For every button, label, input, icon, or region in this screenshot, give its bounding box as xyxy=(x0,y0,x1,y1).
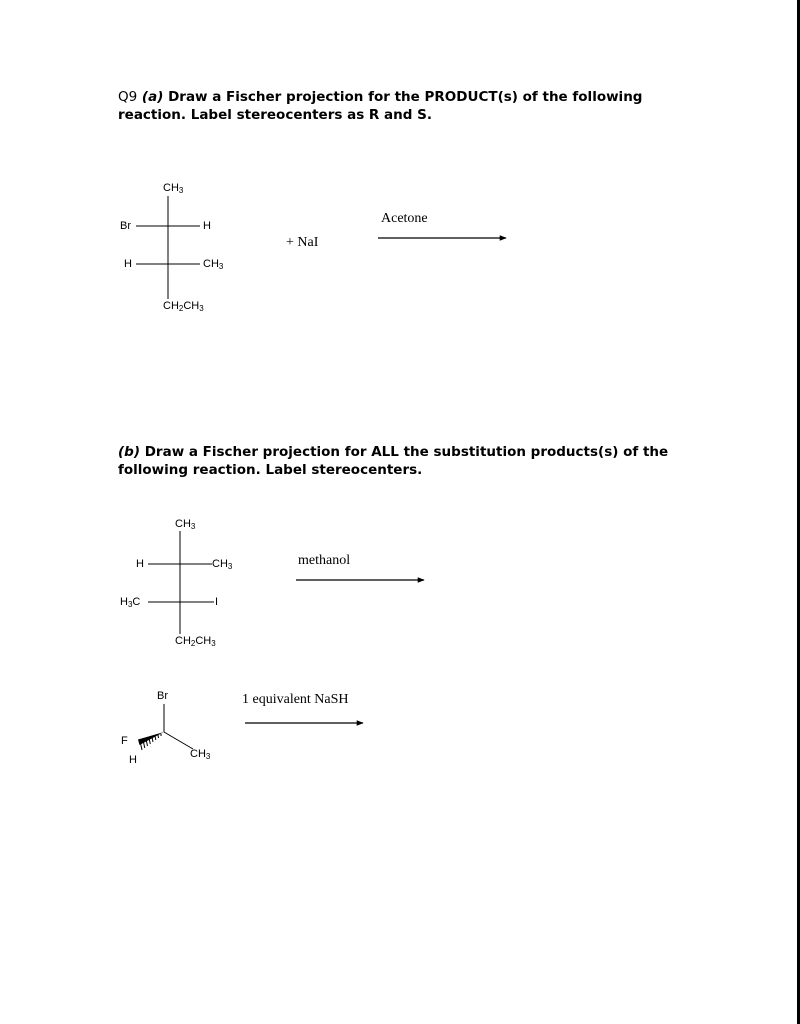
reagent-nai: + NaI xyxy=(286,235,319,250)
wedge-top-br: Br xyxy=(157,690,168,702)
wedge-f: F xyxy=(121,735,128,747)
fischer-b-row1-right: $CH_3$ xyxy=(212,558,233,571)
fischer-a-row2-left: H xyxy=(124,258,132,270)
fischer-b-bottom: $CH_2CH_3$ xyxy=(175,635,216,648)
condition-methanol: methanol xyxy=(298,553,351,568)
fischer-b-row1-left: H xyxy=(136,558,144,570)
fischer-b-row2-left: $H_3C$ xyxy=(120,596,141,609)
condition-acetone: Acetone xyxy=(381,211,428,226)
question-a-text: Q9 (a) Draw a Fischer projection for the PRODUCT(s) of the following reaction. Label stereocenters as R and S. xyxy=(118,89,643,123)
fischer-a-row1-left: Br xyxy=(120,220,131,232)
wedge-h: H xyxy=(129,754,137,766)
condition-nash: 1 equivalent NaSH xyxy=(242,692,349,707)
fischer-b-top: $CH_3$ xyxy=(175,518,196,531)
wedge-bond xyxy=(138,732,164,745)
fischer-b-row2-right: I xyxy=(215,596,219,608)
question-b-text: (b) Draw a Fischer projection for ALL the substitution products(s) of the following reaction. Label stereocenters. xyxy=(118,444,669,478)
fischer-a-row1-right: H xyxy=(203,220,211,232)
fischer-a-top: $CH_3$ xyxy=(163,182,184,195)
fischer-a-row2-right: $CH_3$ xyxy=(203,258,224,271)
wedge-right-ch3: $CH_3$ xyxy=(190,748,211,761)
fischer-a-bonds xyxy=(136,196,200,299)
fischer-b-bonds xyxy=(148,531,214,634)
wedge-dash-bonds xyxy=(138,704,193,750)
fischer-a-bottom: $CH_2CH_3$ xyxy=(163,300,204,313)
